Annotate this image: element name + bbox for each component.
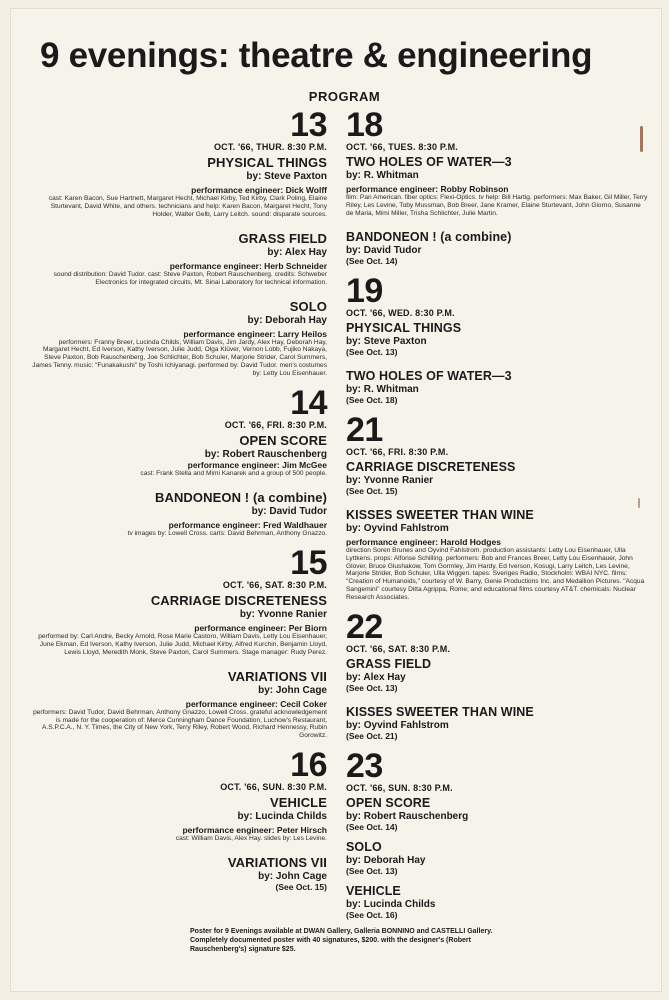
- work-author: by: R. Whitman: [346, 170, 419, 181]
- evening-date: OCT. '66, THUR. 8:30 P.M.: [213, 142, 327, 152]
- work-author: by: John Cage: [258, 684, 327, 696]
- performance-engineer: performance engineer: Harold Hodges: [346, 536, 501, 547]
- work-author: by: Robert Rauschenberg: [346, 811, 469, 823]
- evening-13: [32, 108, 327, 378]
- evening-day: 13: [290, 106, 327, 144]
- work-credits: cast: Frank Stella and Mimi Kanarek and a group of 500 people.: [140, 470, 327, 478]
- work-title: KISSES SWEETER THAN WINE: [346, 705, 534, 720]
- evening-date: OCT. '66, SUN. 8:30 P.M.: [346, 783, 453, 794]
- work-author: by: Lucinda Childs: [346, 899, 436, 911]
- evening-day: 18: [346, 106, 383, 144]
- work-title: PHYSICAL THINGS: [207, 155, 327, 170]
- work-author: by: Deborah Hay: [247, 314, 327, 326]
- evening-19: [346, 271, 648, 405]
- evening-22: [346, 610, 648, 741]
- work-author: by: Yvonne Ranier: [239, 608, 327, 620]
- see-reference: (See Oct. 14): [346, 255, 398, 266]
- evening-18: [346, 108, 648, 266]
- see-reference: (See Oct. 15): [275, 882, 327, 893]
- evening-date: OCT. '66, FRI. 8:30 P.M.: [346, 446, 449, 457]
- work-author: by: David Tudor: [251, 505, 327, 517]
- work-author: by: Steve Paxton: [246, 171, 327, 182]
- work-credits: film: Pan American. fiber optics: Flexi-Optics. tv help: Bill Hartig. performers: Max Baker, Gil Miller, Terry Riley, Les Levine, Toby Mussman, Bob Breer, Jane Kramer, Elaine Sturtevant, John Giorno, Susanne de Maria, Mimi Miller, Trisha Schlichter, Julie Martin.: [346, 194, 648, 217]
- work-credits: tv images by: Lowell Cross. carts: David Behrman, Anthony Gnazzo.: [127, 529, 327, 537]
- work-credits: performers: David Tudor, David Behrman, Anthony Gnazzo, Lowell Cross. grateful acknowledgement is made for the cooperation of: Merce Cunningham Dance Foundation, Luchow's Restaurant, A.S.P.C.A., N. Y. Times, the City of New York, Terry Riley, Robert Wood, Richard Hennessy, Rubin Gorowitz.: [33, 708, 327, 740]
- program-left-column: [32, 108, 327, 892]
- work-title: VARIATIONS VII: [227, 855, 327, 871]
- work-author: by: Oyvind Fahlstrom: [346, 522, 449, 534]
- see-reference: (See Oct. 13): [346, 683, 398, 694]
- performance-engineer: performance engineer: Larry Heilos: [183, 328, 327, 339]
- work-author: by: David Tudor: [346, 244, 422, 256]
- work-title: GRASS FIELD: [238, 230, 327, 246]
- work-title: CARRIAGE DISCRETENESS: [150, 592, 327, 608]
- performance-engineer: performance engineer: Robby Robinson: [346, 184, 509, 194]
- work-title: KISSES SWEETER THAN WINE: [346, 507, 534, 522]
- evening-23: [346, 749, 648, 920]
- work-credits: sound distribution: David Tudor. cast: Steve Paxton, Robert Rauschenberg. credits: Schweber Electronics for integrated circuits, Mt. Sinai Laboratory for technical information.: [53, 270, 327, 286]
- work-credits: performers: Franny Breer, Lucinda Childs, William Davis, Jim Jardy, Alex Hay, Deborah Hay, Margaret Hecht, Ed Iverson, Kathy Iverson, Julie Judd, Olga Klüver, Vernon Lobb, Fujiko Nakaya, Steve Paxton, Bob Rauschenberg, Joe Schlichter, Bob Schuler, Marjorie Strider, Carol Summers, James Tenny. music: "Funakakushi" by Toshi Ichiyanagi. performed by: David Tudor. men's costumes by: Letty Lou Eisenhauer.: [32, 338, 327, 378]
- work-author: by: Steve Paxton: [346, 335, 427, 347]
- performance-engineer: performance engineer: Per Biorn: [194, 622, 327, 633]
- work-author: by: Yvonne Ranier: [346, 474, 434, 486]
- see-reference: (See Oct. 15): [346, 485, 398, 496]
- evening-day: 23: [346, 747, 383, 786]
- program-right-column: [346, 108, 648, 920]
- evening-day: 21: [346, 410, 383, 449]
- work-title: OPEN SCORE: [346, 796, 431, 811]
- see-reference: (See Oct. 16): [346, 910, 398, 921]
- program-label: PROGRAM: [308, 89, 381, 104]
- evening-date: OCT. '66, SAT. 8:30 P.M.: [222, 579, 327, 590]
- poster-page: [10, 8, 662, 992]
- work-credits: cast: Karen Bacon, Sue Hartnett, Margaret Hecht, Michael Kirby, Ted Kirby, Clark Poling, Elaine Sturtevant, David White, and others. technicians and help: Karen Bacon, Margaret Hecht, Tony Holder, Walter Gelb, Larry Leitch. sound: disparate sources.: [48, 195, 327, 218]
- evening-day: 22: [346, 608, 383, 647]
- work-title: BANDONEON ! (a combine): [346, 229, 512, 244]
- performance-engineer: performance engineer: Dick Wolff: [191, 185, 327, 195]
- performance-engineer: performance engineer: Jim McGee: [187, 460, 327, 471]
- evening-16: [32, 748, 327, 892]
- performance-engineer: performance engineer: Cecil Coker: [185, 698, 327, 709]
- performance-engineer: performance engineer: Herb Schneider: [169, 260, 327, 271]
- work-author: by: Alex Hay: [267, 246, 327, 258]
- work-title: CARRIAGE DISCRETENESS: [346, 459, 516, 474]
- poster-title: 9 evenings: theatre & engineering: [40, 36, 593, 75]
- see-reference: (See Oct. 18): [346, 394, 398, 405]
- work-title: BANDONEON ! (a combine): [154, 489, 327, 505]
- work-title: SOLO: [289, 298, 327, 314]
- evening-date: OCT. '66, WED. 8:30 P.M.: [346, 307, 455, 318]
- work-title: PHYSICAL THINGS: [346, 320, 462, 335]
- work-title: OPEN SCORE: [239, 433, 327, 449]
- work-credits: direction Soren Brunes and Oyvind Fahlstrom. production assistants: Letty Lou Eisenhauer, Ulla Lyttkens. props: Alfonse Schilling. performers: Bob and Frances Breer, Letty Lou Eisenhauer, John Glover, Bruce Glushakow, Tom Gormley, Jim Hardy, Ed Iverson, Kosugi, Larry Leitch, Les Levine, Marjorie Strider, Bob Schuler, Ulla Wiggen. tapes: Sveriges Radio, Stockholm: WBAI NYC. films: "Creation of Humanoids," courtesy of W. Barry, Genie Productions Inc. and Medallion Pictures. "Acqua Sangemini" courtesy Ditta Agrippa, Rome; and educational films courtesy AT&T. chemicals: Nuclear Research Associates.: [346, 546, 645, 602]
- work-title: VEHICLE: [346, 884, 401, 899]
- work-title: VARIATIONS VII: [227, 668, 327, 684]
- performance-engineer: performance engineer: Fred Waldhauer: [168, 519, 327, 530]
- see-reference: (See Oct. 13): [346, 346, 398, 357]
- evening-date: OCT. '66, SAT. 8:30 P.M.: [346, 644, 451, 655]
- work-title: GRASS FIELD: [346, 657, 432, 672]
- see-reference: (See Oct. 14): [346, 822, 398, 833]
- work-title: TWO HOLES OF WATER—3: [346, 155, 512, 169]
- work-author: by: Oyvind Fahlstrom: [346, 720, 449, 732]
- work-credits: performed by: Carl Andre, Becky Arnold, Rose Marie Castoro, William Davis, Letty Lou Eisenhauer, June Ekman, Ed Iverson, Kathy Iverson, Julie Judd, Michael Kirby, Alfred Kurchin, Benjamin Lloyd, Lewis Lloyd, Meredith Monk, Steve Paxton, Carol Summers. Stage manager: Rudy Perez.: [38, 632, 327, 656]
- evening-day: 14: [290, 384, 327, 423]
- work-title: VEHICLE: [269, 795, 327, 811]
- evening-day: 19: [346, 271, 383, 310]
- work-title: TWO HOLES OF WATER—3: [346, 368, 512, 383]
- work-author: by: R. Whitman: [346, 383, 419, 395]
- work-author: by: Robert Rauschenberg: [204, 449, 327, 461]
- work-author: by: Deborah Hay: [346, 855, 426, 867]
- work-author: by: Alex Hay: [346, 672, 406, 684]
- performance-engineer: performance engineer: Peter Hirsch: [182, 825, 327, 836]
- work-author: by: John Cage: [258, 871, 327, 883]
- work-author: by: Lucinda Childs: [237, 811, 327, 823]
- evening-day: 16: [290, 746, 327, 785]
- evening-date: OCT. '66, TUES. 8:30 P.M.: [346, 142, 459, 152]
- poster-footer-note: Poster for 9 Evenings available at DWAN Gallery, Galleria BONNINO and CASTELLI Gallery. Completely documented poster with 40 signatures, $200. with the designer's (Robert Rauschenberg's) signature $25.: [190, 928, 493, 953]
- evening-21: [346, 410, 648, 602]
- evening-14: [32, 386, 327, 538]
- work-credits: cast: William Davis, Alex Hay. slides by: Les Levine.: [175, 835, 327, 843]
- evening-date: OCT. '66, SUN. 8:30 P.M.: [220, 782, 327, 793]
- evening-date: OCT. '66, FRI. 8:30 P.M.: [224, 420, 327, 431]
- evening-15: [32, 543, 327, 740]
- see-reference: (See Oct. 21): [346, 731, 398, 742]
- evening-day: 15: [290, 543, 327, 582]
- work-title: SOLO: [346, 840, 382, 855]
- see-reference: (See Oct. 13): [346, 866, 398, 877]
